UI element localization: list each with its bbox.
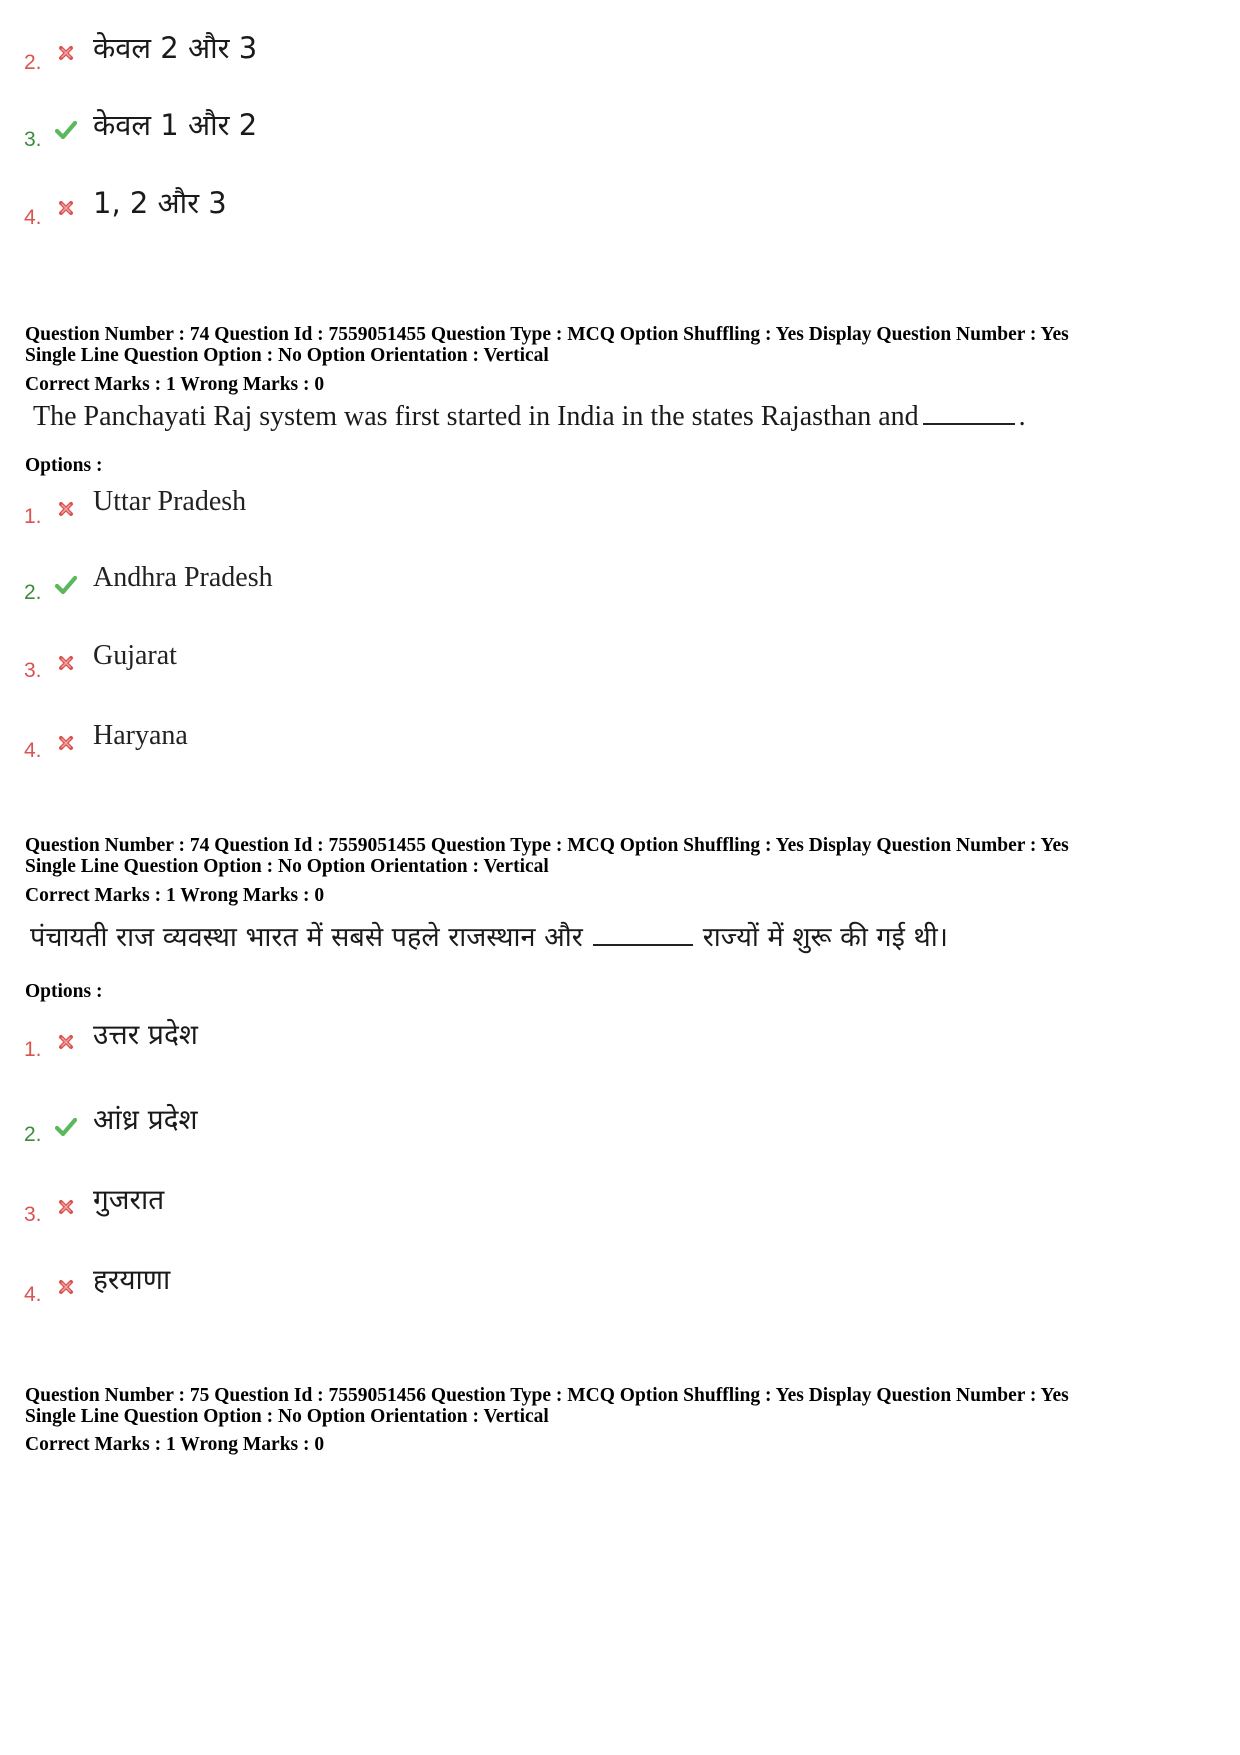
- option-number: 1.: [24, 505, 42, 528]
- question-text: [33, 401, 1026, 433]
- option-text: Gujarat: [93, 640, 177, 671]
- option-text: Andhra Pradesh: [93, 562, 273, 593]
- question-meta-line1: Question Number : 74 Question Id : 7559051455 Question Type : MCQ Option Shuffling : Yes Display Question Number : Yes: [25, 835, 1069, 856]
- option-text: 1, 2 और 3: [93, 186, 227, 220]
- option-row: [0, 718, 700, 762]
- option-row: [0, 484, 700, 528]
- option-row: [0, 1102, 700, 1146]
- blank-line: [593, 924, 693, 946]
- option-row: [0, 185, 700, 229]
- option-text: Haryana: [93, 720, 188, 751]
- option-text: हरयाणा: [93, 1263, 171, 1296]
- question-meta-line2: Single Line Question Option : No Option Orientation : Vertical: [25, 856, 549, 877]
- question-marks: Correct Marks : 1 Wrong Marks : 0: [25, 1434, 325, 1455]
- check-icon: [55, 1116, 77, 1138]
- option-text: केवल 2 और 3: [93, 31, 258, 65]
- cross-icon: [55, 1031, 77, 1053]
- option-number: 4.: [24, 1283, 42, 1306]
- option-row: [0, 638, 700, 682]
- blank-line: [923, 403, 1015, 425]
- option-row: [0, 560, 700, 604]
- cross-icon: [55, 498, 77, 520]
- option-row: [0, 1017, 700, 1061]
- options-label: Options :: [25, 455, 103, 476]
- question-meta-line2: Single Line Question Option : No Option Orientation : Vertical: [25, 345, 549, 366]
- question-marks: Correct Marks : 1 Wrong Marks : 0: [25, 374, 325, 395]
- option-number: 3.: [24, 128, 42, 151]
- option-text: उत्तर प्रदेश: [93, 1018, 198, 1051]
- cross-icon: [55, 1276, 77, 1298]
- option-text: केवल 1 और 2: [93, 108, 258, 142]
- option-text: Uttar Pradesh: [93, 486, 247, 517]
- option-number: 3.: [24, 1203, 42, 1226]
- option-number: 2.: [24, 51, 42, 74]
- question-meta-line1: Question Number : 75 Question Id : 7559051456 Question Type : MCQ Option Shuffling : Yes Display Question Number : Yes: [25, 1385, 1069, 1406]
- option-text: गुजरात: [93, 1183, 165, 1216]
- option-number: 2.: [24, 1123, 42, 1146]
- option-number: 1.: [24, 1038, 42, 1061]
- question-text: [30, 917, 948, 954]
- options-label: Options :: [25, 981, 103, 1002]
- check-icon: [55, 119, 77, 141]
- option-row: [0, 107, 700, 151]
- check-icon: [55, 574, 77, 596]
- cross-icon: [55, 732, 77, 754]
- question-meta-line2: Single Line Question Option : No Option Orientation : Vertical: [25, 1406, 549, 1427]
- cross-icon: [55, 1196, 77, 1218]
- question-marks: Correct Marks : 1 Wrong Marks : 0: [25, 885, 325, 906]
- question-text-before: The Panchayati Raj system was first started in India in the states Rajasthan and: [33, 401, 919, 432]
- option-row: [0, 1262, 700, 1306]
- option-number: 3.: [24, 659, 42, 682]
- question-text-before: पंचायती राज व्यवस्था भारत में सबसे पहले राजस्थान और: [30, 922, 583, 953]
- option-row: [0, 30, 700, 74]
- option-number: 4.: [24, 739, 42, 762]
- cross-icon: [55, 42, 77, 64]
- question-text-after: राज्यों में शुरू की गई थी।: [702, 922, 948, 953]
- cross-icon: [55, 652, 77, 674]
- option-row: [0, 1182, 700, 1226]
- option-number: 4.: [24, 206, 42, 229]
- option-text: आंध्र प्रदेश: [93, 1103, 198, 1136]
- option-number: 2.: [24, 581, 42, 604]
- question-meta-line1: Question Number : 74 Question Id : 7559051455 Question Type : MCQ Option Shuffling : Yes Display Question Number : Yes: [25, 324, 1069, 345]
- question-text-after: .: [1018, 401, 1026, 432]
- cross-icon: [55, 197, 77, 219]
